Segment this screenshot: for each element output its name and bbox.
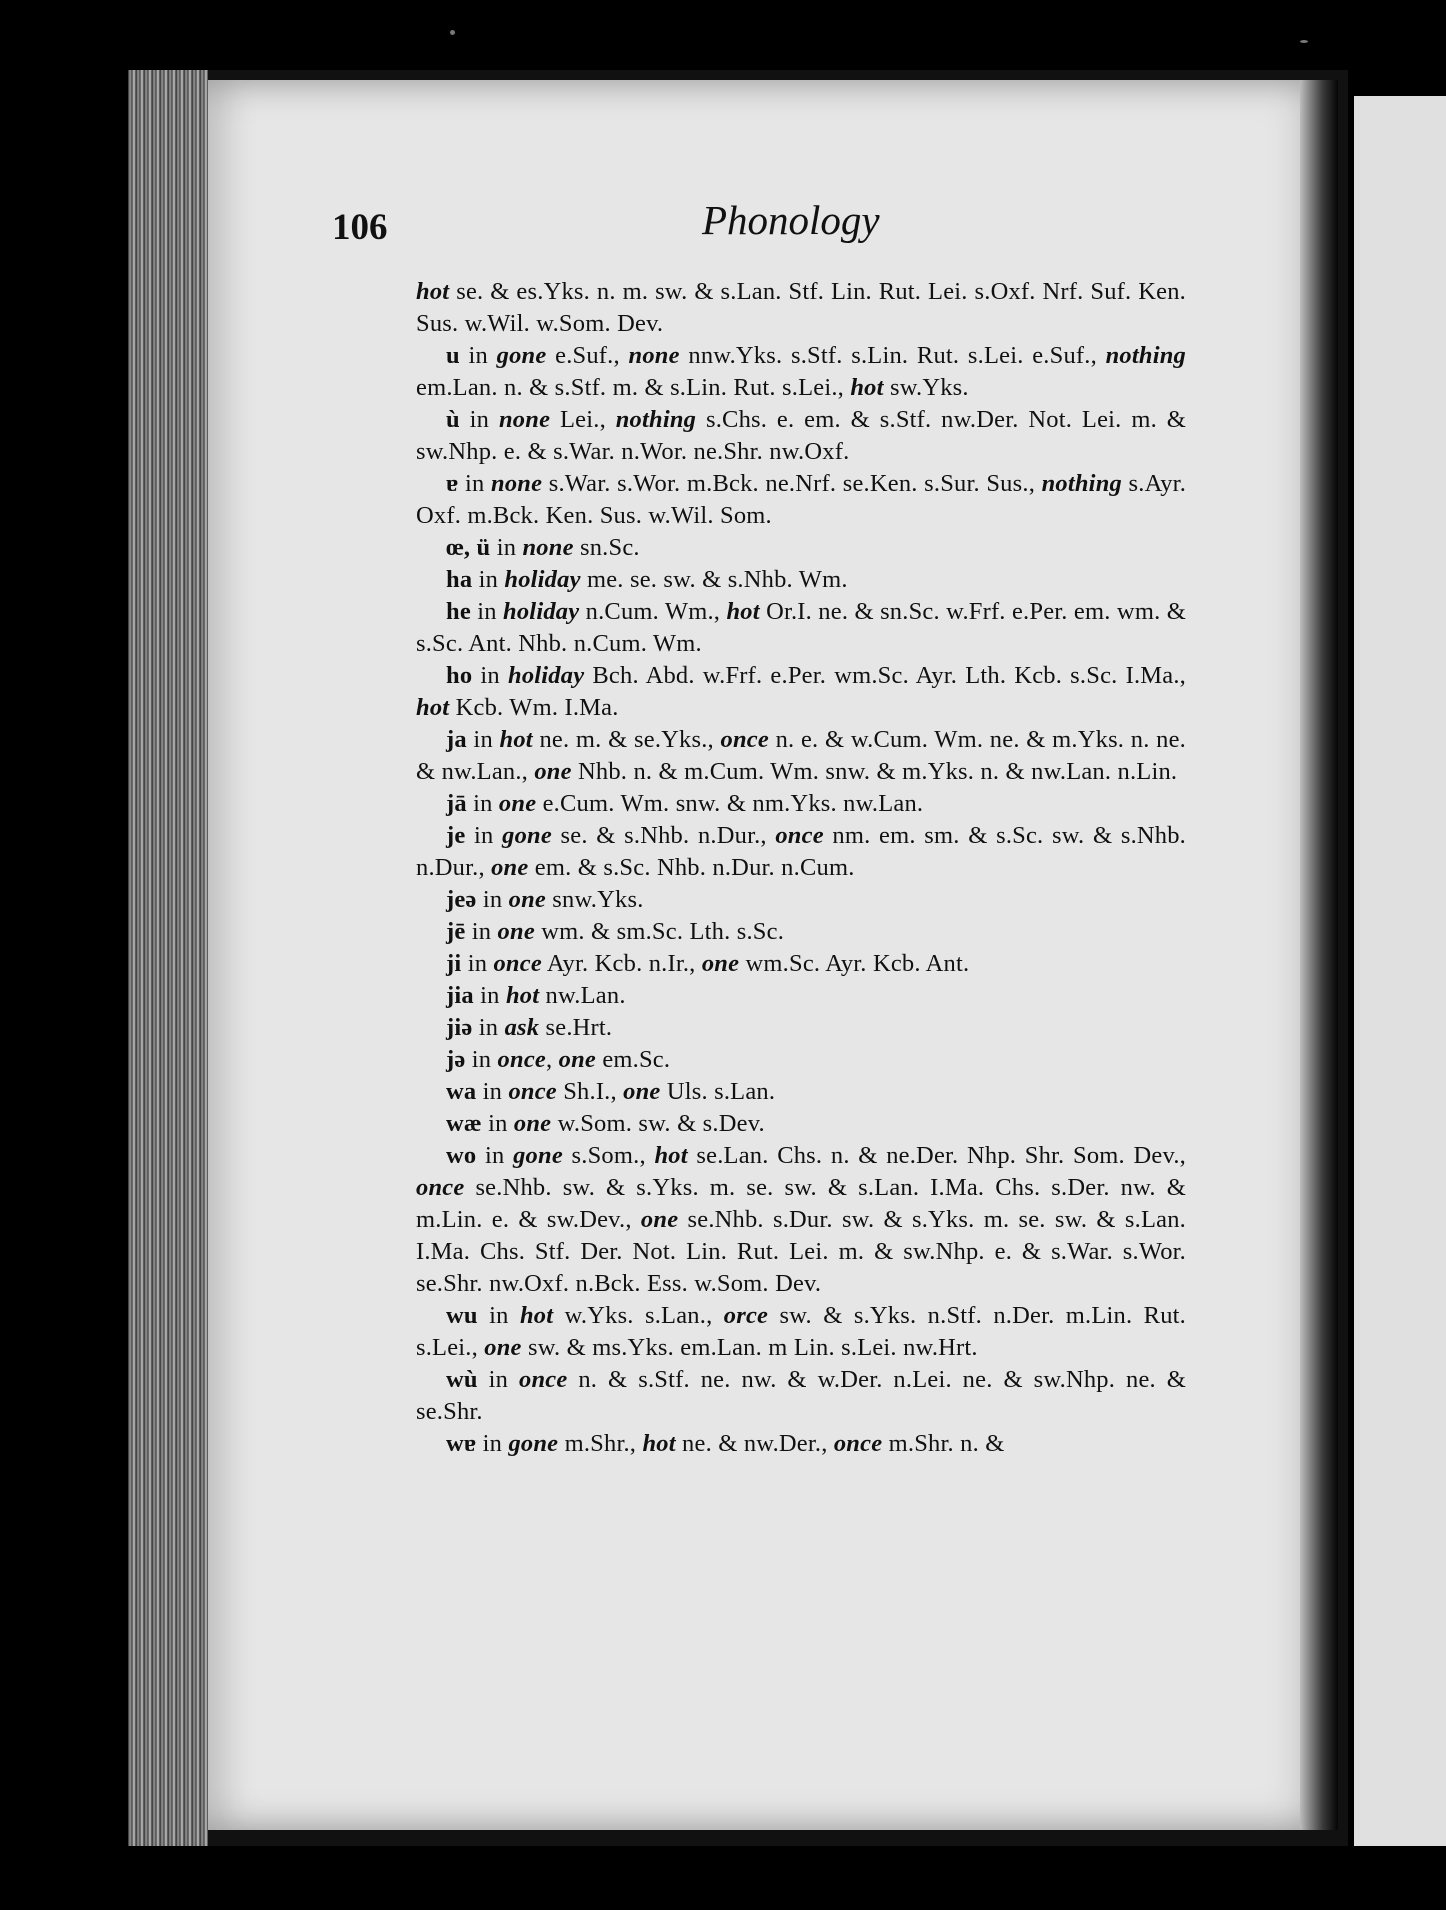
phonetic-form: œ, ü	[446, 534, 491, 561]
example-word: one	[491, 854, 529, 881]
dialect-areas: w.Som. sw. & s.Dev.	[551, 1110, 765, 1137]
dialect-areas: ne. m. & se.Yks.,	[532, 726, 721, 753]
dialect-areas: Nhb. n. & m.Cum. Wm. snw. & m.Yks. n. & nw.Lan. n.Lin.	[571, 758, 1178, 785]
entry-paragraph	[416, 916, 1186, 948]
dialect-areas: s.Ayr. Oxf. m.Bck. Ken. Sus. w.Wil. Som.	[416, 470, 1187, 529]
example-word: once	[720, 726, 769, 753]
dialect-areas: snw.Yks.	[545, 886, 644, 913]
dialect-areas: in	[465, 1046, 498, 1073]
dialect-areas: in	[459, 342, 497, 369]
dialect-areas: ne. & nw.Der.,	[675, 1430, 834, 1457]
example-word: hot	[654, 1142, 688, 1169]
entry-paragraph	[416, 468, 1186, 532]
example-word: none	[498, 406, 551, 433]
phonetic-form: wu	[446, 1302, 478, 1329]
example-word: gone	[502, 822, 552, 849]
example-word: none	[628, 342, 680, 369]
example-word: nothing	[615, 406, 697, 433]
example-word: one	[623, 1078, 661, 1105]
dialect-areas: Sh.I.,	[556, 1078, 624, 1105]
dialect-areas: se.Hrt.	[539, 1014, 613, 1041]
example-word: orce	[723, 1302, 769, 1329]
dialect-areas: e.Suf.,	[546, 342, 629, 369]
phonetic-form: he	[446, 598, 471, 625]
example-word: hot	[850, 374, 884, 401]
phonetic-form: jia	[446, 982, 474, 1009]
example-word: nothing	[1105, 342, 1186, 369]
dialect-areas: in	[490, 534, 523, 561]
facing-page-edge	[1354, 96, 1446, 1846]
dialect-areas: em.Lan. n. & s.Stf. m. & s.Lin. Rut. s.Lei.,	[416, 374, 851, 401]
entry-paragraph	[416, 1364, 1186, 1428]
phonetic-form: jə	[446, 1046, 466, 1073]
dialect-areas: in	[476, 1078, 509, 1105]
entry-paragraph	[416, 1044, 1186, 1076]
phonetic-form: ha	[446, 566, 473, 593]
example-word: gone	[496, 342, 547, 369]
dialect-areas: Lei.,	[550, 406, 616, 433]
dialect-areas: in	[461, 950, 494, 977]
entry-paragraph	[416, 980, 1186, 1012]
example-word: one	[497, 918, 535, 945]
phonetic-form: jē	[446, 918, 466, 945]
dialect-areas: in	[472, 566, 505, 593]
example-word: none	[522, 534, 574, 561]
example-word: hot	[505, 982, 540, 1009]
phonetic-form: ja	[446, 726, 467, 753]
entry-paragraph	[416, 1300, 1186, 1364]
dialect-areas: n.Cum. Wm.,	[579, 598, 727, 625]
phonetic-form: ho	[446, 662, 473, 689]
entry-paragraph	[416, 1076, 1186, 1108]
example-word: hot	[642, 1430, 676, 1457]
dialect-areas: in	[476, 1142, 514, 1169]
phonetic-form: ù	[446, 406, 460, 433]
entry-paragraph	[416, 340, 1186, 404]
entry-paragraph	[416, 1012, 1186, 1044]
phonetic-form: wo	[446, 1142, 477, 1169]
example-word: one	[513, 1110, 552, 1137]
example-word: holiday	[503, 598, 580, 625]
entry-paragraph	[416, 948, 1186, 980]
dialect-areas: nnw.Yks. s.Stf. s.Lin. Rut. s.Lei. e.Suf.,	[679, 342, 1106, 369]
example-word: nothing	[1041, 470, 1122, 497]
dialect-areas: Bch. Abd. w.Frf. e.Per. wm.Sc. Ayr. Lth. Kcb. s.Sc. I.Ma.,	[584, 662, 1186, 689]
page-gutter	[1300, 80, 1338, 1830]
dialect-areas: sw. & s.Yks. n.Stf. n.Der. m.Lin. Rut. s.Lei.,	[416, 1302, 1187, 1361]
phonetic-form: jiə	[446, 1014, 473, 1041]
dialect-areas: in	[476, 886, 509, 913]
dialect-areas: se.Nhb. sw. & s.Yks. m. se. sw. & s.Lan. I.Ma. Chs. s.Der. nw. & m.Lin. e. & sw.Dev.,	[416, 1174, 1186, 1233]
phonetic-form: wɐ	[446, 1430, 477, 1457]
dialect-areas: m.Shr. n. &	[882, 1430, 1005, 1457]
example-word: one	[498, 790, 537, 817]
example-word: ask	[504, 1014, 540, 1041]
example-word: one	[534, 758, 572, 785]
example-word: once	[416, 1174, 465, 1201]
example-word: one	[508, 886, 546, 913]
example-word: holiday	[504, 566, 581, 593]
dialect-areas: se.Lan. Chs. n. & ne.Der. Nhp. Shr. Som. Dev.,	[687, 1142, 1186, 1169]
entry-paragraph	[416, 596, 1186, 660]
scan-speck	[1300, 40, 1308, 43]
example-word: none	[491, 470, 543, 497]
dialect-areas: se. & es.Yks. n. m. sw. & s.Lan. Stf. Lin. Rut. Lei. s.Oxf. Nrf. Suf. Ken. Sus. w.Wil. w.Som. Dev.	[416, 278, 1186, 337]
phonetic-form: jeə	[446, 886, 477, 913]
entry-paragraph	[416, 660, 1186, 724]
example-word: once	[493, 950, 542, 977]
dialect-areas: in	[466, 790, 499, 817]
entry-paragraph	[416, 276, 1186, 340]
dialect-areas: Uls. s.Lan.	[660, 1078, 776, 1105]
dialect-areas: in	[465, 822, 503, 849]
dialect-areas: nm. em. sm. & s.Sc. sw. & s.Nhb. n.Dur.,	[416, 822, 1187, 881]
example-word: hot	[499, 726, 533, 753]
dialect-areas: sn.Sc.	[573, 534, 640, 561]
dialect-areas: s.War. s.Wor. m.Bck. ne.Nrf. se.Ken. s.Sur. Sus.,	[542, 470, 1042, 497]
entry-paragraph	[416, 532, 1186, 564]
phonetic-form: wa	[446, 1078, 477, 1105]
dialect-areas: me. se. sw. & s.Nhb. Wm.	[580, 566, 848, 593]
dialect-areas: em.Sc.	[596, 1046, 671, 1073]
dialect-areas: in	[472, 1014, 505, 1041]
phonetic-form: jā	[446, 790, 467, 817]
example-word: hot	[416, 278, 450, 305]
example-word: gone	[513, 1142, 563, 1169]
dialect-areas: in	[458, 470, 492, 497]
entry-paragraph	[416, 884, 1186, 916]
example-word: hot	[726, 598, 760, 625]
phonetic-form: je	[446, 822, 466, 849]
entry-paragraph	[416, 564, 1186, 596]
dialect-areas: in	[472, 662, 508, 689]
dialect-areas: in	[476, 1430, 509, 1457]
dialect-areas: Or.I. ne. & sn.Sc. w.Frf. e.Per. em. wm. & s.Sc. Ant. Nhb. n.Cum. Wm.	[416, 598, 1186, 657]
dialect-areas: in	[465, 918, 498, 945]
phonetic-form: u	[446, 342, 460, 369]
dialect-areas: in	[459, 406, 499, 433]
dialect-areas: in	[477, 1366, 520, 1393]
dialect-areas: in	[466, 726, 500, 753]
entry-paragraph	[416, 724, 1186, 788]
dialect-areas: se. & s.Nhb. n.Dur.,	[551, 822, 776, 849]
phonetic-form: wæ	[446, 1110, 482, 1137]
entry-paragraph	[416, 788, 1186, 820]
example-word: hot	[519, 1302, 554, 1329]
page-header	[332, 197, 1172, 266]
example-word: once	[833, 1430, 883, 1457]
running-title: Phonology	[702, 197, 880, 243]
dialect-areas: in	[470, 598, 504, 625]
example-word: holiday	[508, 662, 585, 689]
dialect-areas: Kcb. Wm. I.Ma.	[449, 694, 619, 721]
dialect-areas: in	[481, 1110, 514, 1137]
example-word: one	[640, 1206, 679, 1233]
example-word: once	[775, 822, 824, 849]
phonetic-form: ɐ	[446, 470, 459, 497]
entry-paragraph	[416, 820, 1186, 884]
dialect-areas: wm. & sm.Sc. Lth. s.Sc.	[534, 918, 785, 945]
dialect-areas: nw.Lan.	[539, 982, 626, 1009]
dialect-areas: s.Som.,	[562, 1142, 655, 1169]
dialect-areas: se.Nhb. s.Dur. sw. & s.Yks. m. se. sw. & s.Lan. I.Ma. Chs. Stf. Der. Not. Lin. Rut. Lei. m. & sw.Nhp. e. & s.War. s.Wor. se.Shr. nw.Oxf. n.Bck. Ess. w.Som. Dev.	[416, 1206, 1186, 1297]
dialect-areas: m.Shr.,	[558, 1430, 643, 1457]
example-word: one	[484, 1334, 522, 1361]
entry-paragraph	[416, 1428, 1186, 1460]
dialect-areas: e.Cum. Wm. snw. & nm.Yks. nw.Lan.	[536, 790, 924, 817]
dialect-areas: n. & s.Stf. ne. nw. & w.Der. n.Lei. ne. & sw.Nhp. ne. & se.Shr.	[416, 1366, 1187, 1425]
dialect-areas: in	[477, 1302, 520, 1329]
phonetic-form: wù	[446, 1366, 478, 1393]
example-word: hot	[416, 694, 450, 721]
entry-paragraph	[416, 404, 1186, 468]
dialect-areas: w.Yks. s.Lan.,	[553, 1302, 724, 1329]
dialect-areas: sw.Yks.	[883, 374, 969, 401]
dialect-areas: n. e. & w.Cum. Wm. ne. & m.Yks. n. ne. & nw.Lan.,	[416, 726, 1187, 785]
body-text	[416, 276, 1186, 1460]
scan-speck	[450, 30, 455, 35]
dialect-areas: Ayr. Kcb. n.Ir.,	[541, 950, 702, 977]
entry-paragraph	[416, 1108, 1186, 1140]
example-word: once	[497, 1046, 546, 1073]
dialect-areas: em. & s.Sc. Nhb. n.Dur. n.Cum.	[528, 854, 855, 881]
dialect-areas: s.Chs. e. em. & s.Stf. nw.Der. Not. Lei. m. & sw.Nhp. e. & s.War. n.Wor. ne.Shr. nw.Oxf.	[416, 406, 1186, 465]
example-word: one	[701, 950, 740, 977]
example-word: one	[558, 1046, 596, 1073]
dialect-areas: sw. & ms.Yks. em.Lan. m Lin. s.Lei. nw.Hrt.	[521, 1334, 978, 1361]
example-word: once	[519, 1366, 568, 1393]
example-word: once	[508, 1078, 557, 1105]
page-number: 106	[332, 207, 388, 248]
dialect-areas: wm.Sc. Ayr. Kcb. Ant.	[739, 950, 970, 977]
dialect-areas: ,	[545, 1046, 559, 1073]
phonetic-form: ji	[446, 950, 462, 977]
entry-paragraph	[416, 1140, 1186, 1300]
page-edges	[128, 70, 208, 1846]
dialect-areas: in	[473, 982, 506, 1009]
example-word: gone	[508, 1430, 559, 1457]
